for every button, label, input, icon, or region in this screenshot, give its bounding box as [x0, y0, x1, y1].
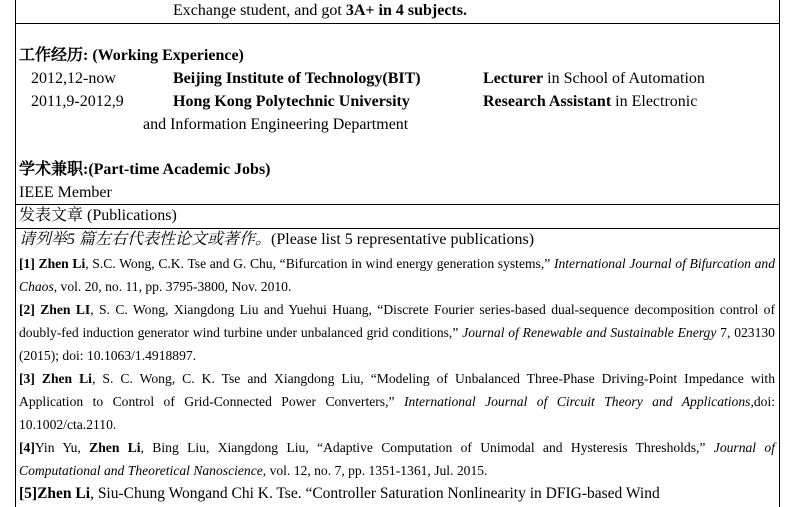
work-org-1: Beijing Institute of Technology(BIT)	[173, 70, 421, 87]
publications-instruction: 请列举5 篇左右代表性论文或著作。(Please list 5 representative publications)	[19, 231, 535, 248]
row-divider	[15, 204, 780, 205]
publications-header: 发表文章 (Publications)	[19, 207, 177, 224]
work-period-1: 2012,12-now	[31, 70, 116, 87]
exchange-line: Exchange student, and got 3A+ in 4 subjects.	[173, 2, 467, 19]
work-role-2-cont: and Information Engineering Department	[143, 116, 409, 133]
work-org-2: Hong Kong Polytechnic University	[173, 93, 410, 110]
author-highlight: Zhen Li	[89, 440, 141, 455]
parttime-heading: 学术兼职:(Part-time Academic Jobs)	[19, 161, 271, 178]
parttime-item: IEEE Member	[19, 184, 112, 201]
author-highlight: Zhen Li	[38, 256, 86, 271]
author-highlight: Zhen Li	[37, 485, 91, 502]
publication-4: [4]Yin Yu, Zhen Li, Bing Liu, Xiangdong Liu, “Adaptive Computation of Unimodal and Hysteresis Thresholds,” Journal of Computational and Theoretical Nanoscience, vol. 12, no. 7, pp. 1351-1361, Jul. 2015.	[19, 440, 775, 478]
publication-1: [1] Zhen Li, S.C. Wong, C.K. Tse and G. Chu, “Bifurcation in wind energy generation systems,” International Journal of Bifurcation and Chaos, vol. 20, no. 11, pp. 3795-3800, Nov. 2010.	[19, 256, 775, 294]
exchange-result: 3A+ in 4 subjects.	[345, 2, 467, 19]
work-role-2: Research Assistant in Electronic	[483, 93, 698, 110]
work-heading: 工作经历: (Working Experience)	[19, 47, 244, 64]
row-divider	[15, 228, 780, 229]
publication-3: [3] Zhen Li, S. C. Wong, C. K. Tse and Xiangdong Liu, “Modeling of Unbalanced Three-Phase Driving-Point Impedance with Application to Control of Grid-Connected Power Converters,” International Journal of Circuit Theory and Applications,doi: 10.1002/cta.2110.	[19, 371, 776, 432]
publication-2: [2] Zhen LI, S. C. Wong, Xiangdong Liu and Yuehui Huang, “Discrete Fourier series-based dual-sequence decomposition control of doubly-fed induction generator wind turbine under unbalanced grid conditions,” Journal of Renewable and Sustainable Energy 7, 023130 (2015); doi: 10.1063/1.4918897.	[19, 302, 775, 363]
row-divider	[15, 23, 780, 24]
author-highlight: Zhen Li	[41, 371, 92, 386]
author-highlight: Zhen LI	[40, 302, 91, 317]
work-role-1: Lecturer in School of Automation	[483, 70, 705, 87]
publication-5: [5]Zhen Li, Siu-Chung Wongand Chi K. Tse. “Controller Saturation Nonlinearity in DFIG-based Wind	[19, 485, 660, 502]
work-period-2: 2011,9-2012,9	[31, 93, 124, 110]
